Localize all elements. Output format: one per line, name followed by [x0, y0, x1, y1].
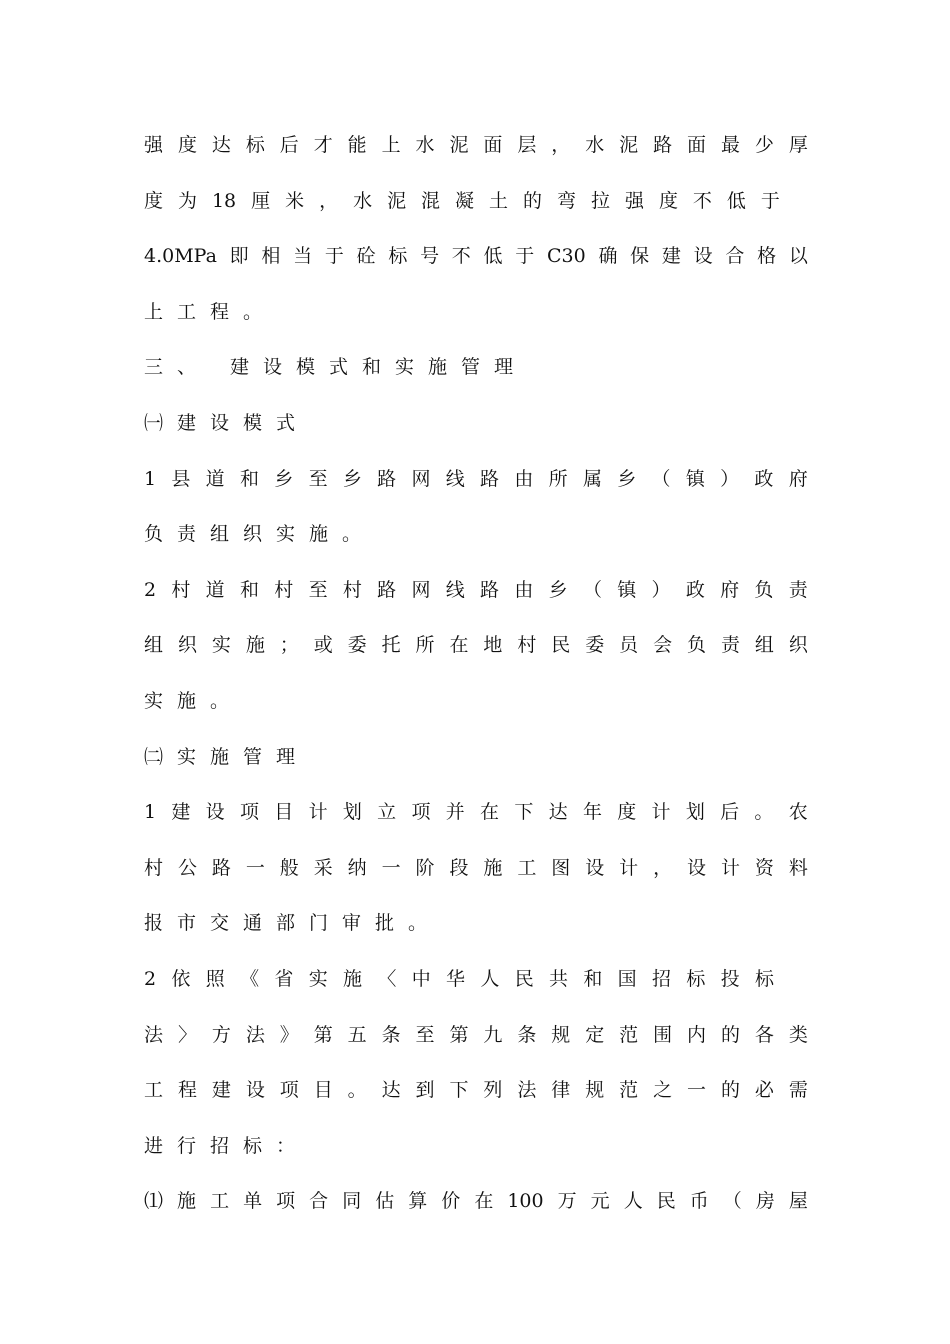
text-line-20: ⑴ 施 工 单 项 合 同 估 算 价 在 100 万 元 人 民 币 （ 房 屋: [144, 1190, 808, 1213]
text-line-9: 2 村 道 和 村 至 村 路 网 线 路 由 乡 （ 镇 ） 政 府 负 责: [144, 578, 808, 601]
subsection-heading-1: ㈠建设模式: [144, 411, 310, 434]
text-line-19: 进行招标：: [144, 1134, 310, 1157]
text-line-15: 报市交通部门审批。: [144, 912, 442, 935]
text-line-4: 上工程。: [144, 300, 277, 323]
text-line-13: 1 建 设 项 目 计 划 立 项 并 在 下 达 年 度 计 划 后 。 农: [144, 801, 808, 824]
text-line-10: 组 织 实 施 ； 或 委 托 所 在 地 村 民 委 员 会 负 责 组 织: [144, 634, 808, 657]
text-line-2: 度 为 18 厘 米 ， 水 泥 混 凝 土 的 弯 拉 强 度 不 低 于: [144, 189, 780, 212]
text-line-3: 4.0MPa 即 相 当 于 砼 标 号 不 低 于 C30 确 保 建 设 合 格 以: [144, 245, 808, 268]
text-line-17: 法 〉 方 法 》 第 五 条 至 第 九 条 规 定 范 围 内 的 各 类: [144, 1023, 808, 1046]
text-line-11: 实施。: [144, 689, 244, 712]
subsection-heading-2: ㈡实施管理: [144, 745, 310, 768]
text-line-8: 负责组织实施。: [144, 523, 376, 546]
text-line-16: 2 依 照 《 省 实 施 〈 中 华 人 民 共 和 国 招 标 投 标: [144, 967, 774, 990]
text-line-18: 工 程 建 设 项 目 。 达 到 下 列 法 律 规 范 之 一 的 必 需: [144, 1079, 808, 1102]
document-page: [144, 118, 808, 1230]
text-line-7: 1 县 道 和 乡 至 乡 路 网 线 路 由 所 属 乡 （ 镇 ） 政 府: [144, 467, 808, 490]
text-line-14: 村 公 路 一 般 采 纳 一 阶 段 施 工 图 设 计 ， 设 计 资 料: [144, 856, 808, 879]
text-line-1: 强 度 达 标 后 才 能 上 水 泥 面 层 ， 水 泥 路 面 最 少 厚: [144, 134, 808, 156]
section-heading-3: 三、 建设模式和实施管理: [144, 356, 528, 379]
